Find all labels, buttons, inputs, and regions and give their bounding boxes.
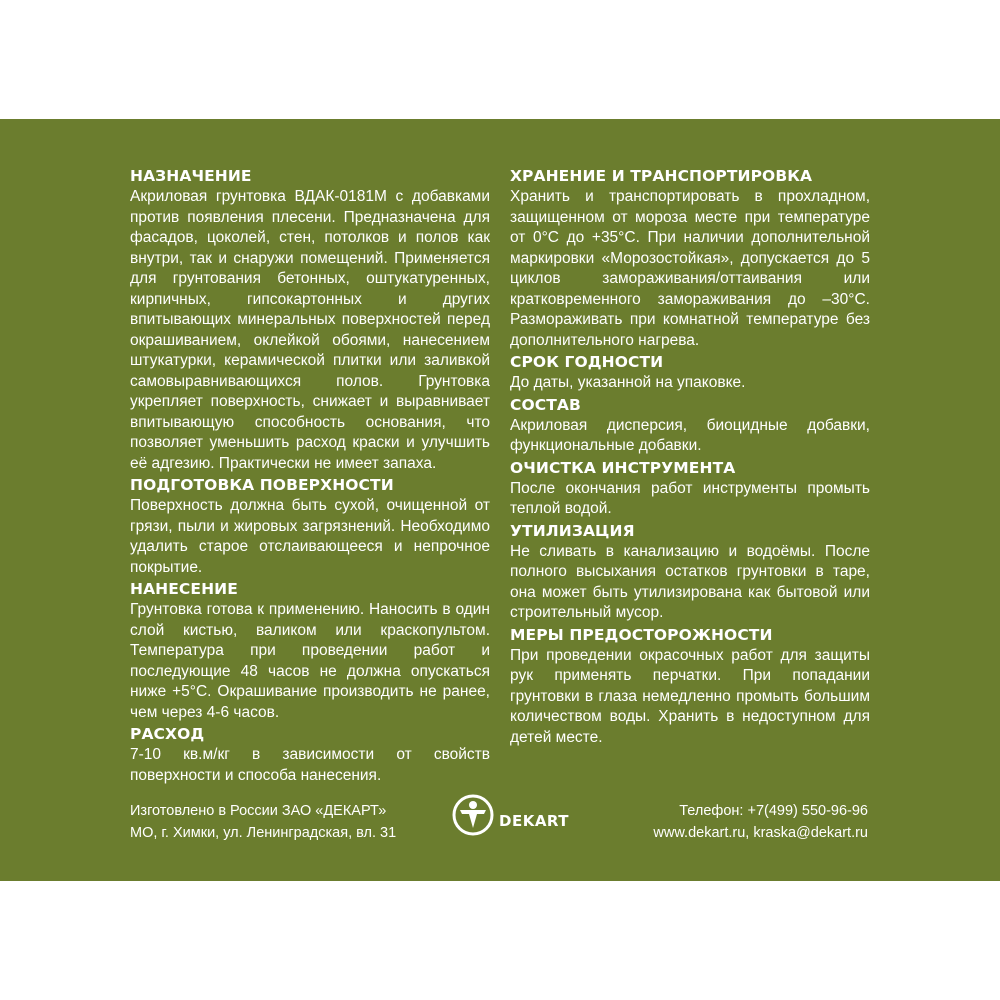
right-column [510, 166, 870, 749]
manufacturer-info [130, 800, 396, 844]
section-tool-cleaning [510, 458, 870, 520]
section-composition [510, 395, 870, 457]
section-title: ПОДГОТОВКА ПОВЕРХНОСТИ [130, 476, 394, 494]
section-consumption [130, 724, 490, 786]
section-text: После окончания работ инструменты промыть теплой водой. [510, 479, 870, 517]
section-title: МЕРЫ ПРЕДОСТОРОЖНОСТИ [510, 625, 773, 644]
section-text: Акриловая дисперсия, биоцидные добавки, функциональные добавки. [510, 416, 870, 454]
section-text: Хранить и транспортировать в прохладном, защищенном от мороза месте при температуре от 0°С до +35°С. При наличии дополнительной маркировки «Морозостойкая», допускается до 5 циклов замораживания/оттаивания или кратковременного замораживания до –30°С. Размораживать при комнатной температуре без дополнительного нагрева. [510, 188, 870, 349]
section-title: УТИЛИЗАЦИЯ [510, 521, 635, 540]
section-text: Поверхность должна быть сухой, очищенной от грязи, пыли и жировых загрязнений. Необходимо удалить старое отслаивающееся и непрочное покрытие. [130, 497, 490, 576]
dekart-emblem-icon [451, 793, 495, 837]
section-surface-prep [130, 475, 490, 578]
contact-info [653, 800, 868, 844]
section-text: Грунтовка готова к применению. Наносить в один слой кистью, валиком или краскопультом. Температура при проведении работ и последующие 48 часов не должна опускаться ниже +5°С. Окрашивание производить не ранее, чем через 4-6 часов. [130, 601, 490, 721]
section-title: НАНЕСЕНИЕ [130, 580, 238, 598]
section-purpose [130, 166, 490, 474]
section-shelf-life [510, 352, 870, 394]
left-column [130, 166, 490, 787]
section-disposal [510, 521, 870, 624]
section-precautions [510, 625, 870, 749]
section-text: До даты, указанной на упаковке. [510, 374, 746, 391]
section-storage [510, 166, 870, 351]
section-text: Не сливать в канализацию и водоёмы. После полного высыхания остатков грунтовки в таре, она может быть утилизирована как бытовой или строительный мусор. [510, 542, 870, 621]
section-title: РАСХОД [130, 725, 205, 743]
web-contact-link[interactable]: www.dekart.ru, kraska@dekart.ru [653, 825, 868, 841]
section-text: Акриловая грунтовка ВДАК-0181М с добавками против появления плесени. Предназначена для фасадов, цоколей, стен, потолков и полов как внутри, так и снаружи помещений. Применяется для грунтования бетонных, оштукатуренных, кирпичных, гипсокартонных и других впитывающих минеральных поверхностей перед окрашиванием, оклейкой обоями, нанесением штукатурки, керамической плитки или заливкой самовыравнивающихся полов. Грунтовка укрепляет поверхность, снижает и выравнивает впитывающую способность основания, что позволяет уменьшить расход краски и улучшить её адгезию. Практически не имеет запаха. [130, 188, 490, 472]
logo-text: DEKART [499, 812, 570, 830]
section-text: 7-10 кв.м/кг в зависимости от свойств поверхности и способа нанесения. [130, 746, 490, 784]
section-title: СРОК ГОДНОСТИ [510, 353, 664, 371]
phone-text: Телефон: +7(499) 550-96-96 [679, 803, 868, 819]
product-label [0, 119, 1000, 881]
section-title: ОЧИСТКА ИНСТРУМЕНТА [510, 458, 736, 477]
address-line: МО, г. Химки, ул. Ленинградская, вл. 31 [130, 825, 397, 841]
dekart-logo [451, 793, 569, 837]
section-application [130, 579, 490, 723]
section-title: СОСТАВ [510, 395, 581, 414]
section-text: При проведении окрасочных работ для защиты рук применять перчатки. При попадании грунтовки в глаза немедленно промыть большим количеством воды. Хранить в недоступном для детей месте. [510, 646, 870, 746]
section-title: ХРАНЕНИЕ И ТРАНСПОРТИРОВКА [510, 167, 813, 185]
manufacturer-line: Изготовлено в России ЗАО «ДЕКАРТ» [130, 803, 387, 819]
section-title: НАЗНАЧЕНИЕ [130, 167, 252, 185]
